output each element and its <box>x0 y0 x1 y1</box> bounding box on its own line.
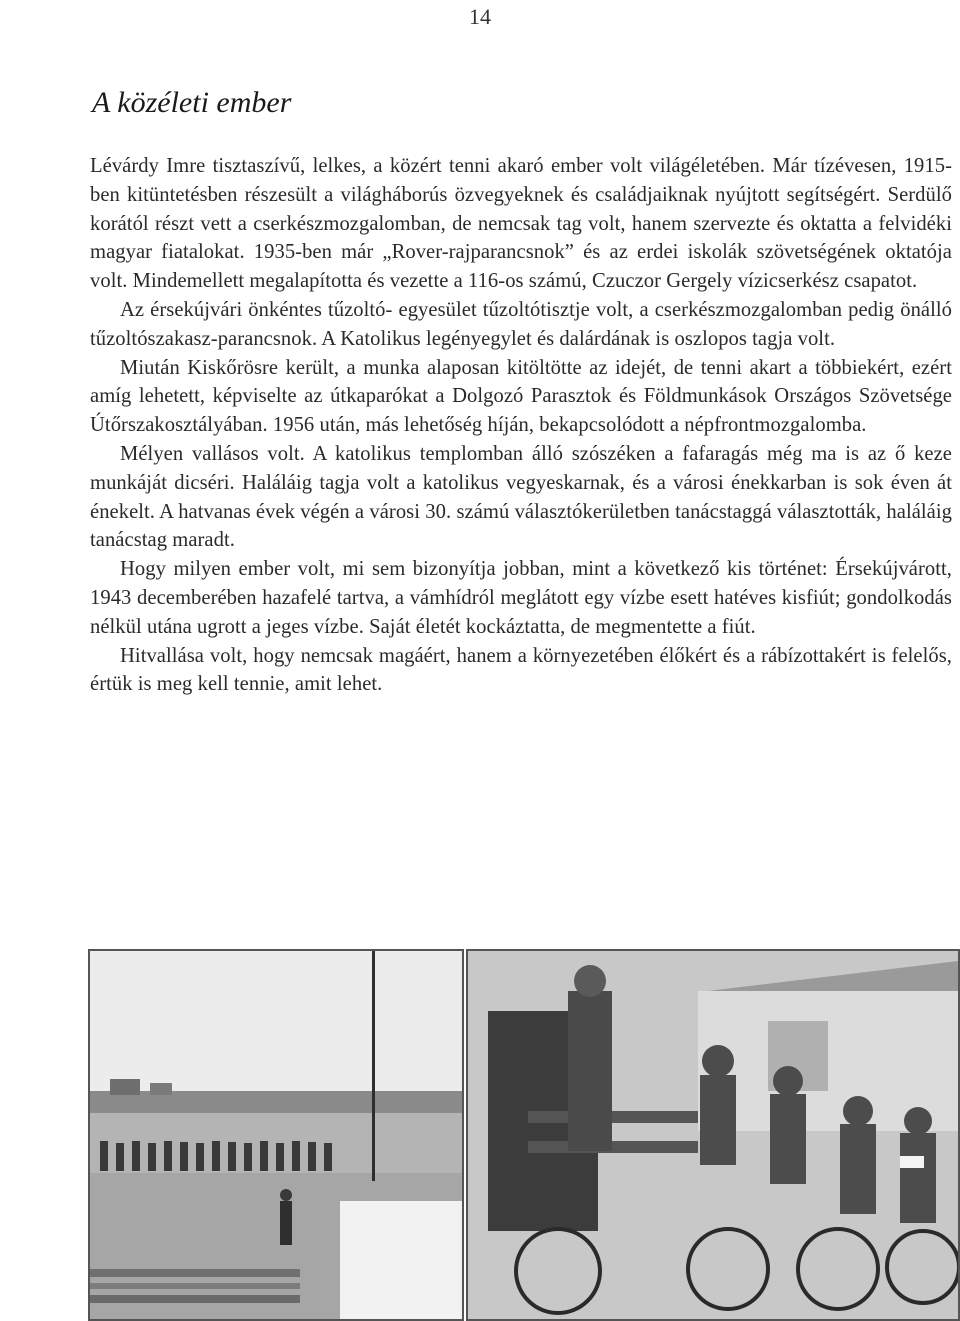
scouts-flag-ceremony-photo <box>88 949 464 1321</box>
scouts-fire-wagon-bicycles-photo <box>466 949 960 1321</box>
page-number: 14 <box>469 4 491 29</box>
paragraph-5: Hogy milyen ember volt, mi sem bizonyítja jobban, mint a következő kis történet: Érsekújvárott, 1943 decemberében hazafelé tartva, a vámhídról meglátott egy vízbe esett hatéves kisfiút; gondolkodás nélkül utána ugrott a jeges vízbe. Saját életét kockáztatta, de megmentette a fiút. <box>90 558 952 638</box>
body-text <box>90 152 952 699</box>
paragraph-6: Hitvallása volt, hogy nemcsak magáért, hanem a környezetében élőkért és a rábízottakért is felelős, értük is meg kell tennie, amit lehet. <box>90 644 952 696</box>
paragraph-4: Mélyen vallásos volt. A katolikus templomban álló szószéken a fafaragás még ma is az ő keze munkáját dicséri. Haláláig tagja volt a katolikus vegyeskarnak, és a városi énekkarban is sok éven át énekelt. A hatvanas évek végén a városi 30. számú választókerületben tanácstaggá választották, haláláig tanácstag maradt. <box>90 442 952 552</box>
paragraph-2: Az érsekújvári önkéntes tűzoltó- egyesület tűzoltótisztje volt, a cserkészmozgalomban pedig önálló tűzoltószakasz-parancsnok. A Katolikus legényegylet és dalárdának is oszlopos tagja volt. <box>90 298 952 350</box>
paragraph-1: Lévárdy Imre tisztaszívű, lelkes, a közért tenni akaró ember volt világéletében. Már tízévesen, 1915-ben kitüntetésben részesült a világháborús özvegyeknek és családjaiknak nyújtott segítségért. Serdülő korától részt vett a cserkészmozgalomban, de nemcsak tag volt, hanem szervezte és oktatta a felvidéki magyar fiatalokat. 1935-ben már „Rover-rajparancsnok” és az erdei iskolák szövetségének oktatója volt. Mindemellett megalapította és vezette a 116-os számú, Czuczor Gergely vízicserkész csapatot. <box>90 155 952 293</box>
paragraph-3: Miután Kiskőrösre került, a munka alaposan kitöltötte az idejét, de tenni akart a többiekért, ezért amíg lehetett, képviselte az útkaparókat a Dolgozó Parasztok és Földmunkások Országos Szövetsége Útőrszakosztályában. 1956 után, más lehetőség híján, bekapcsolódott a népfrontmozgalomba. <box>90 356 952 437</box>
chapter-title: A közéleti ember <box>92 86 292 119</box>
